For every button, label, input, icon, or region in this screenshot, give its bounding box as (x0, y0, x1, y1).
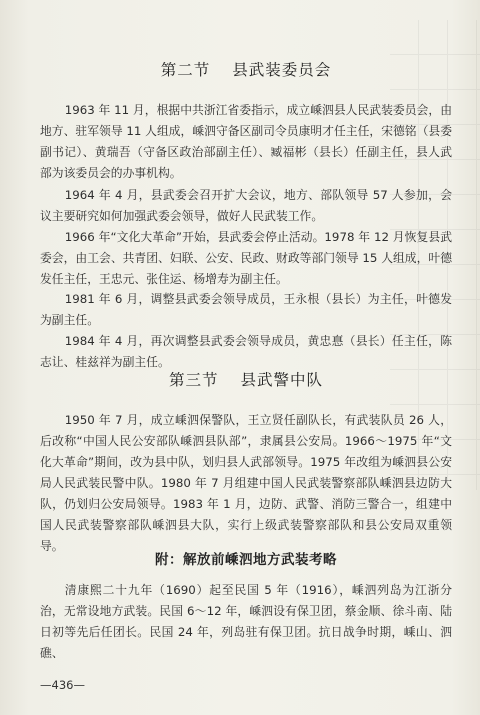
page-number: —436— (40, 678, 85, 692)
section-2-paragraph-3: 1966 年“文化大革命”开始，县武委会停止活动。1978 年 12 月恢复县武委会，由工会、共青团、妇联、公安、民政、财政等部门领导 15 人组成，叶德发任主任，王忠元、张住运、杨增寿为副主任。 (40, 230, 452, 286)
section-3-title (40, 368, 452, 390)
section-2-paragraph-2: 1964 年 4 月，县武委会召开扩大会议，地方、部队领导 57 人参加，会议主要研究如何加强武委会领导，做好人民武装工作。 (40, 188, 452, 223)
section-2-paragraph-1: 1963 年 11 月，根据中共浙江省委指示，成立嵊泗县人民武装委员会，由地方、驻军领导 11 人组成，嵊泗守备区副司令员康明才任主任，宋德铭（县委副书记）、黄瑞吾（守备区政治部副主任）、臧福彬（县长）任副主任，县人武部为该委员会的办事机构。 (40, 103, 452, 180)
section-3-paragraph-1: 1950 年 7 月，成立嵊泗保警队，王立贤任副队长，有武装队员 26 人，后改称“中国人民公安部队嵊泗县队部”，隶属县公安局。1966～1975 年“文化大革命”期间，改为县中队，划归县人武部领导。1975 年改组为嵊泗县公安局人民武装民警中队。1980 年 7 月组建中国人民武装警察部队嵊泗县边防大队，仍划归公安局领导。1983 年 1 月，边防、武警、消防三警合一，组建中国人民武装警察部队嵊泗县大队，实行上级武装警察部队和县公安局双重领导。 (40, 413, 452, 553)
section-2-paragraph-5: 1984 年 4 月，再次调整县武委会领导成员，黄忠惪（县长）任主任，陈志让、桂兹祥为副主任。 (40, 334, 452, 369)
section-2-title (40, 58, 452, 80)
appendix-title: 附：解放前嵊泗地方武装考略 (155, 552, 337, 568)
section-2-heading: 县武装委员会 (232, 61, 332, 79)
section-2-number: 第二节 (160, 61, 211, 79)
appendix-paragraph-1: 清康熙二十九年（1690）起至民国 5 年（1916），嵊泗列岛为江浙分治，无常设地方武装。民国 6～12 年，嵊泗设有保卫团，蔡金顺、徐斗南、陆日初等先后任团长。民国 24 年，列岛驻有保卫团。抗日战争时期，嵊山、泗礁、 (40, 583, 452, 660)
section-3-heading: 县武警中队 (240, 371, 324, 389)
section-3-number: 第三节 (168, 371, 219, 389)
section-2-paragraph-4: 1981 年 6 月，调整县武委会领导成员，王永根（县长）为主任，叶德发为副主任。 (40, 292, 452, 327)
